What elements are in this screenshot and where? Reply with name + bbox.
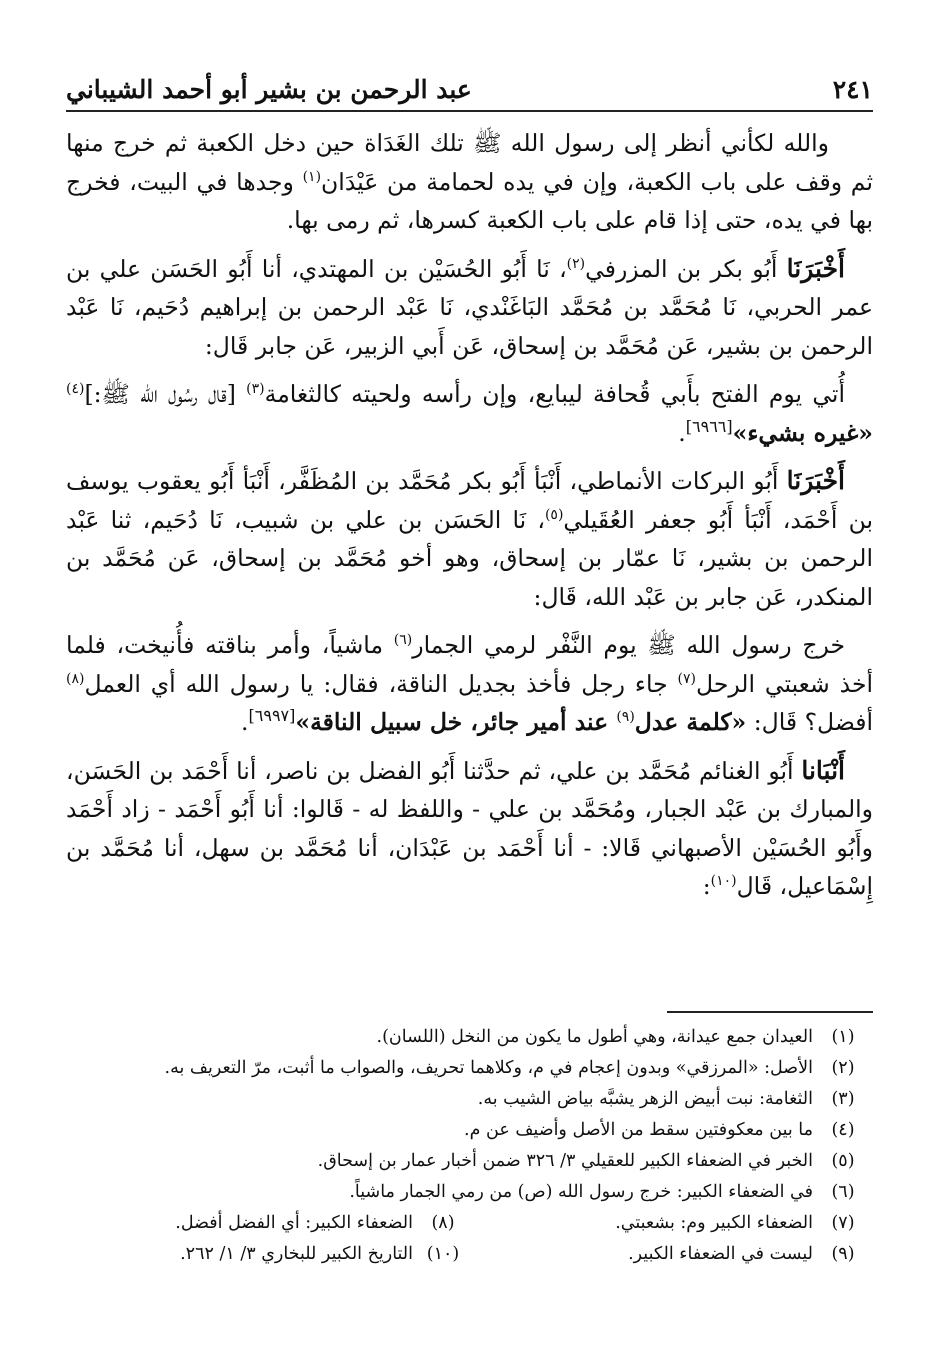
footnote-number: (١)	[831, 1027, 855, 1047]
footnote-marker-10: (١٠)	[710, 873, 737, 890]
footnote-text: في الضعفاء الكبير: خرج رسول الله (ص) من رمي الجمار ماشياً.	[349, 1182, 813, 1202]
isnad-lead: أَنْبَانا	[801, 755, 845, 785]
isnad-lead: أَخْبَرَنَا	[786, 253, 845, 283]
paragraph-5	[66, 626, 873, 742]
footnote-text: الضعفاء الكبير: أي الفضل أفضل.	[175, 1213, 413, 1233]
paragraph-3	[66, 375, 873, 452]
footnote	[473, 1208, 873, 1239]
p2-text: أَبُو بكر بن المزرفي	[585, 254, 787, 283]
footnote-marker-6: (٦)	[393, 632, 413, 649]
p5-end: .	[241, 708, 249, 736]
footnote-marker-8: (٨)	[66, 670, 85, 687]
footnote-marker-1: (١)	[302, 168, 322, 185]
footnote-text: الضعفاء الكبير وم: بشعبتي.	[615, 1213, 813, 1233]
footnote-pair	[66, 1208, 873, 1239]
footnote	[73, 1208, 473, 1239]
header-title: عبد الرحمن بن بشير أبو أحمد الشيباني	[66, 75, 472, 104]
page-number: ٢٤١	[832, 75, 873, 104]
footnote-pair	[66, 1239, 873, 1270]
footnote-text: ما بين معكوفتين سقط من الأصل وأضيف عن م.	[464, 1120, 813, 1140]
isnad-lead: أَخْبَرَنَا	[786, 466, 845, 495]
p5-text-2: ماشياً، وأمر بناقته فأُنيخت، فلما أخذ شعبتي الرحل	[66, 631, 874, 698]
footnote	[473, 1239, 873, 1270]
footnote-marker-7: (٧)	[677, 670, 697, 687]
paragraph-4	[66, 462, 873, 616]
footnote-number: (٢)	[831, 1058, 855, 1078]
p6-end: :	[702, 872, 711, 900]
footnote	[66, 1177, 873, 1208]
footnote-separator	[667, 1011, 873, 1013]
p6-text: أَبُو الغنائم مُحَمَّد بن علي، ثم حدَّثنا أَبُو الفضل بن ناصر، أنا أَحْمَد بن الحَسَن، والمبارك بن عَبْد الجبار، ومُحَمَّد بن علي - واللفظ له - قَالوا: أنا أَبُو أَحْمَد - زاد أَحْمَد وأَبُو الحُسَيْن الأصبهاني قَالا: - أنا أَحْمَد بن عَبْدَان، أنا مُحَمَّد بن سهل، أنا مُحَمَّد بن إِسْمَاعيل، قَال	[66, 756, 873, 900]
p1-text: والله لكأني أنظر إلى رسول الله ﷺ تلك الغَدَاة حين دخل الكعبة ثم خرج منها ثم وقف على باب الكعبة، وإن في يده لحمامة من عَيْدَان	[66, 129, 873, 196]
footnote-text: الخبر في الضعفاء الكبير للعقيلي ٣/ ٣٢٦ ضمن أخبار عمار بن إسحاق.	[317, 1151, 813, 1171]
paragraph-2	[66, 250, 873, 366]
p3-end: .	[678, 418, 686, 447]
footnote	[66, 1053, 873, 1084]
p1-text-cont: وجدها في البيت، فخرج بها في يده، حتى إذا قام على باب الكعبة كسرها، ثم رمى بها.	[66, 167, 873, 234]
footnote-number: (١٠)	[426, 1244, 460, 1264]
p2-text-cont: ، نَا أَبُو الحُسَيْن بن المهتدي، أنا أَبُو الحَسَن علي بن عمر الحربي، نَا مُحَمَّد بن مُحَمَّد البَاغَنْدي، نَا عَبْد الرحمن بن إبراهيم دُحَيم، نَا عَبْد الرحمن بن بشير، عَن مُحَمَّد بن إسحاق، عَن أَبي الزبير، عَن جابر قَال:	[66, 254, 873, 360]
main-text	[66, 124, 873, 916]
p4-text-cont: ، نَا الحَسَن بن علي بن شبيب، نَا دُحَيم، ثنا عَبْد الرحمن بن بشير، نَا عمّار بن إسحاق، وهو أخو مُحَمَّد بن إسحاق، عَن مُحَمَّد بن المنكدر، عَن جابر بن عَبْد الله، قَال:	[66, 505, 873, 611]
footnote-marker-5: (٥)	[544, 506, 564, 523]
p3-text: أُتي يوم الفتح بأَبي قُحافة ليبايع، وإن رأسه ولحيته كالثغامة	[264, 380, 845, 408]
footnote-number: (٣)	[831, 1089, 855, 1109]
hadith-quote: «غيره بشيء»	[732, 418, 873, 447]
footnote-text: ليست في الضعفاء الكبير.	[628, 1244, 813, 1264]
footnote	[66, 1115, 873, 1146]
footnote-marker-3: (٣)	[246, 381, 265, 398]
footnote-number: (٩)	[831, 1244, 855, 1264]
hadith-quote-cont: عند أمير جائر، خل سبيل الناقة»	[295, 708, 617, 736]
footnotes	[66, 1022, 873, 1270]
footnote	[66, 1022, 873, 1053]
footnote-marker-4: (٤)	[66, 381, 85, 398]
p3-text-cont: [قال رسُول الله ﷺ:]	[84, 380, 247, 408]
p4-text: أَبُو البركات الأنماطي، أَنْبَأ أَبُو بكر مُحَمَّد بن المُظَفَّر، أَنْبَأ أَبُو يعقوب يوسف بن أَحْمَد، أَنْبَأ أَبُو جعفر العُقَيلي	[66, 467, 873, 534]
footnote-number: (٧)	[831, 1213, 855, 1233]
hadith-number: [٦٩٩٧]	[248, 706, 296, 726]
footnote	[73, 1239, 473, 1270]
footnote	[66, 1146, 873, 1177]
footnote-text: التاريخ الكبير للبخاري ٣/ ١/ ٢٦٢.	[180, 1244, 413, 1264]
footnote-number: (٦)	[831, 1182, 855, 1202]
footnote-text: الثغامة: نبت أبيض الزهر يشبَّه بياض الشيب به.	[477, 1089, 813, 1109]
hadith-quote: «كلمة عدل	[634, 708, 747, 736]
p5-text-3: جاء رجل فأخذ بجديل الناقة، فقال: يا رسول الله أي العمل	[84, 669, 678, 698]
footnote	[66, 1084, 873, 1115]
paragraph-1	[66, 124, 873, 240]
footnote-marker-2: (٢)	[566, 255, 586, 272]
footnote-text: العيدان جمع عيدانة، وهي أطول ما يكون من النخل (اللسان).	[376, 1027, 813, 1047]
footnote-number: (٤)	[831, 1120, 855, 1140]
footnote-text: الأصل: «المرزقي» وبدون إعجام في م، وكلاهما تحريف، والصواب ما أثبت، مرّ التعريف به.	[164, 1058, 813, 1078]
p5-text-4: أفضل؟ قَال:	[746, 708, 873, 736]
footnote-number: (٨)	[431, 1213, 455, 1233]
footnote-marker-9: (٩)	[616, 709, 635, 726]
footnote-number: (٥)	[831, 1151, 855, 1171]
p5-text: خرج رسول الله ﷺ يوم النَّفْر لرمي الجمار	[412, 631, 846, 659]
hadith-number: [٦٩٦٦]	[685, 416, 733, 436]
paragraph-6	[66, 752, 873, 906]
running-header	[66, 58, 873, 112]
